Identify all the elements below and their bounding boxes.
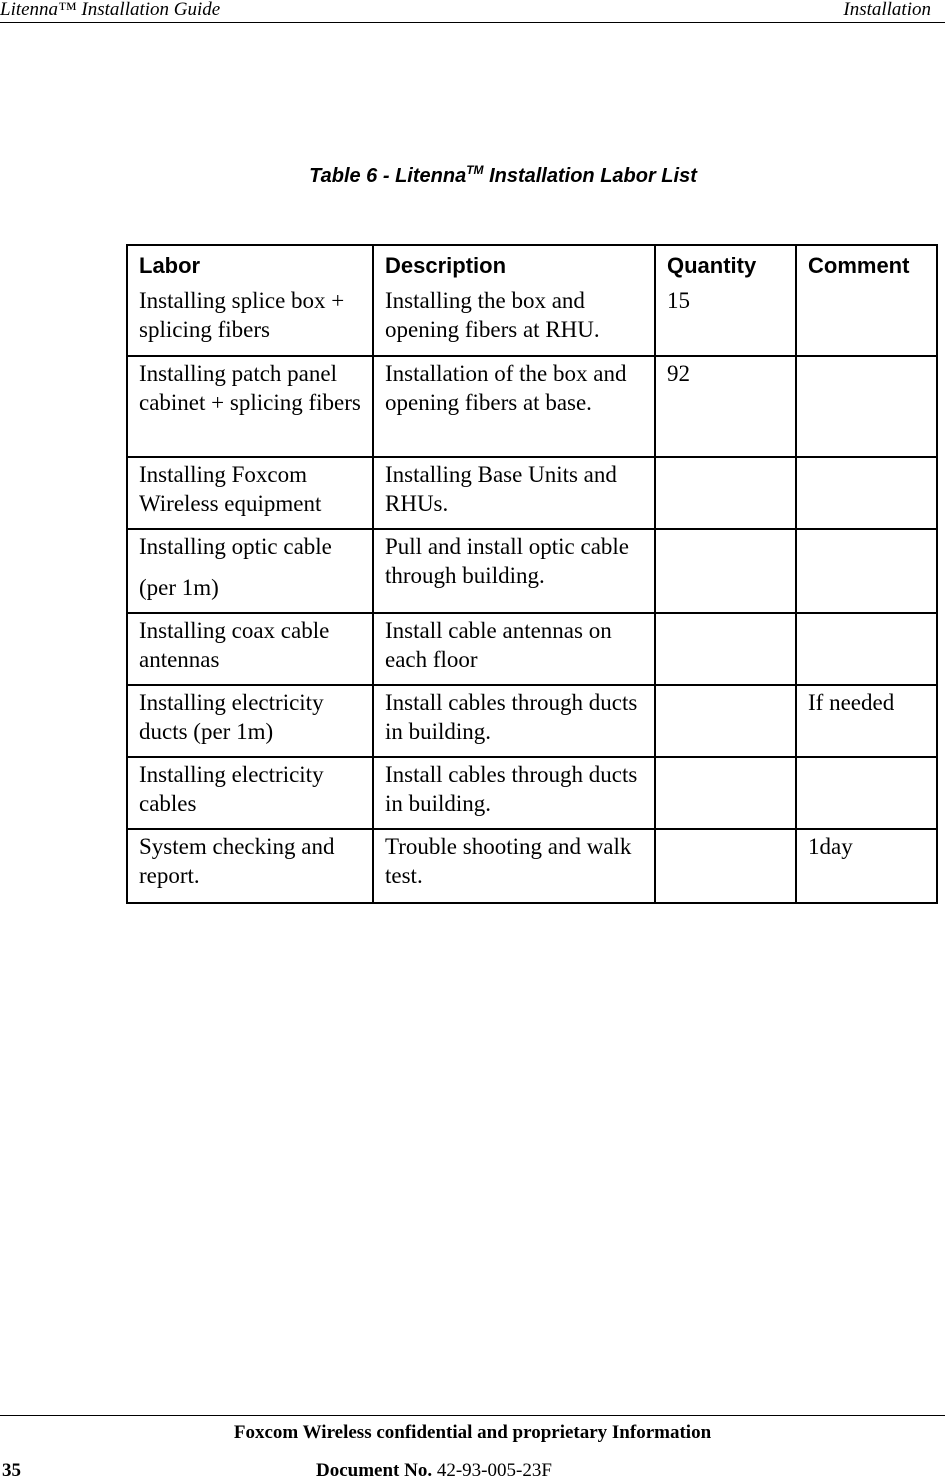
table-title-suffix: Installation Labor List — [483, 165, 697, 187]
cell-description: Trouble shooting and walk test. — [373, 829, 655, 903]
page-footer — [0, 1415, 945, 1481]
header-title: Litenna™ Installation Guide — [0, 0, 221, 20]
cell-labor: Installing coax cable antennas — [127, 613, 373, 685]
cell-quantity — [655, 529, 796, 613]
cell-labor: Installing electricity cables — [127, 757, 373, 829]
trademark-mark: TM — [466, 163, 484, 177]
cell-comment — [796, 613, 937, 685]
col-header-comment: Comment — [796, 245, 937, 284]
cell-comment — [796, 757, 937, 829]
document-number-value: 42-93-005-23F — [436, 1460, 552, 1481]
cell-description: Pull and install optic cable through building. — [373, 529, 655, 613]
table-body — [127, 284, 937, 903]
confidential-notice: Foxcom Wireless confidential and proprietary Information — [233, 1422, 712, 1443]
table-row — [127, 529, 937, 613]
cell-quantity — [655, 457, 796, 529]
col-header-quantity: Quantity — [655, 245, 796, 284]
cell-comment: If needed — [796, 685, 937, 757]
col-header-labor: Labor — [127, 245, 373, 284]
cell-quantity: 92 — [655, 356, 796, 457]
table-row — [127, 613, 937, 685]
cell-description: Install cable antennas on each floor — [373, 613, 655, 685]
cell-comment — [796, 284, 937, 356]
cell-labor: Installing patch panel cabinet + splicing fibers — [127, 356, 373, 457]
cell-quantity: 15 — [655, 284, 796, 356]
cell-labor: Installing Foxcom Wireless equipment — [127, 457, 373, 529]
table-row — [127, 356, 937, 457]
cell-labor: Installing optic cable (per 1m) — [127, 529, 373, 613]
cell-labor: Installing splice box + splicing fibers — [127, 284, 373, 356]
cell-description: Installing Base Units and RHUs. — [373, 457, 655, 529]
header-section: Installation — [843, 0, 931, 20]
cell-labor: Installing electricity ducts (per 1m) — [127, 685, 373, 757]
cell-quantity — [655, 613, 796, 685]
page-header — [0, 0, 945, 23]
table-title — [0, 163, 945, 188]
cell-description: Installing the box and opening fibers at RHU. — [373, 284, 655, 356]
cell-quantity — [655, 757, 796, 829]
table-header-row — [127, 245, 937, 284]
cell-labor: System checking and report. — [127, 829, 373, 903]
cell-comment — [796, 529, 937, 613]
table-row — [127, 685, 937, 757]
cell-description: Install cables through ducts in building. — [373, 757, 655, 829]
document-number — [316, 1460, 552, 1482]
page-number: 35 — [2, 1460, 21, 1481]
cell-quantity — [655, 685, 796, 757]
table-row — [127, 757, 937, 829]
cell-comment — [796, 457, 937, 529]
table-row — [127, 829, 937, 903]
table-row — [127, 457, 937, 529]
table-row — [127, 284, 937, 356]
labor-list-table — [126, 244, 938, 904]
cell-description: Installation of the box and opening fibers at base. — [373, 356, 655, 457]
cell-quantity — [655, 829, 796, 903]
table-title-prefix: Table 6 - Litenna — [309, 165, 467, 187]
cell-comment — [796, 356, 937, 457]
document-number-label: Document No. — [316, 1460, 433, 1481]
col-header-description: Description — [373, 245, 655, 284]
cell-comment: 1day — [796, 829, 937, 903]
cell-description: Install cables through ducts in building. — [373, 685, 655, 757]
